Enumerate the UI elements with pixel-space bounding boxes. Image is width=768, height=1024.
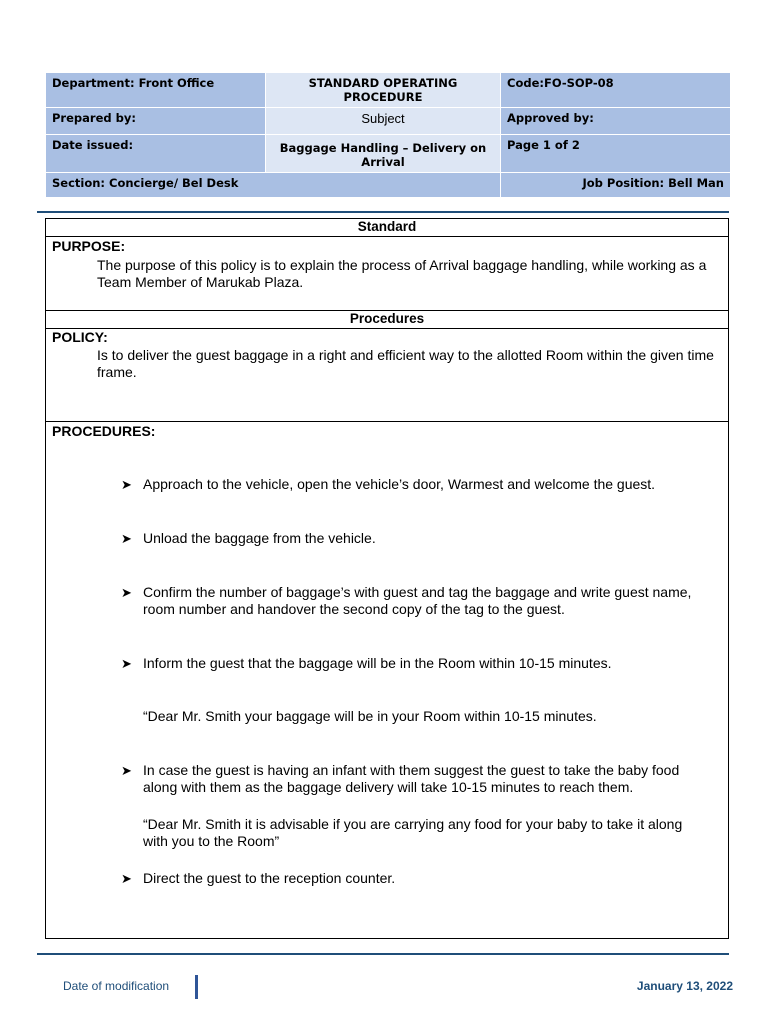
procedures-bar: Procedures [46, 310, 728, 329]
department-cell: Department: Front Office [46, 73, 266, 108]
subject-label-cell: Subject [266, 108, 501, 135]
bottom-divider [37, 953, 729, 955]
arrow-bullet-icon: ➤ [121, 763, 132, 778]
sop-title-cell: STANDARD OPERATING PROCEDURE [266, 73, 501, 108]
top-divider [37, 211, 729, 213]
quote-text: “Dear Mr. Smith your baggage will be in your Room within 10-15 minutes. [143, 708, 597, 724]
prepared-by-cell: Prepared by: [46, 108, 266, 135]
policy-divider [46, 421, 728, 422]
sop-header-table [45, 72, 731, 198]
purpose-heading: PURPOSE: [52, 238, 126, 254]
arrow-bullet-icon: ➤ [121, 585, 132, 600]
subject-cell: Baggage Handling – Delivery on Arrival [266, 135, 501, 173]
date-issued-cell: Date issued: [46, 135, 266, 173]
approved-by-cell: Approved by: [501, 108, 731, 135]
job-position-cell: Job Position: Bell Man [501, 173, 731, 198]
arrow-bullet-icon: ➤ [121, 531, 132, 546]
arrow-bullet-icon: ➤ [121, 656, 132, 671]
footer-separator [195, 975, 198, 999]
content-box: Standard PURPOSE: The purpose of this policy is to explain the process of Arrival baggage handling, while working as a Team Member of Marukab Plaza. Procedures POLICY: Is to deliver the guest baggage in a right and efficient way to the allotted Room within the given time frame. PROCEDURES: ➤ Approach to the vehicle, open the vehicle’s door, Warmest and welcome the guest. ➤ Unload the baggage from the vehicle. ➤ Confirm the number of baggage’s with guest and tag the baggage and write guest name, room number and handover the second copy of the tag to the guest. ➤ Inform the guest that the baggage will be in the Room within 10-15 minutes. “Dear Mr. Smith your baggage will be in your Room within 10-15 minutes. ➤ In case the guest is having an infant with them suggest the guest to take the baby food along with them as the baggage delivery will take 10-15 minutes to reach them. “Dear Mr. Smith it is advisable if you are carrying any food for your baby to take it along with you to the Room” ➤ Direct the guest to the reception counter. [45, 218, 729, 939]
code-cell: Code:FO-SOP-08 [501, 73, 731, 108]
footer-date-label: Date of modification [63, 979, 170, 993]
page-number-cell: Page 1 of 2 [501, 135, 731, 173]
policy-heading: POLICY: [52, 329, 108, 345]
purpose-text: The purpose of this policy is to explain the process of Arrival baggage handling, while working as a Team Member of Marukab Plaza. [97, 257, 707, 290]
policy-text: Is to deliver the guest baggage in a right and efficient way to the allotted Room within the given time frame. [97, 347, 714, 380]
quote-text: “Dear Mr. Smith it is advisable if you are carrying any food for your baby to take it along with you to the Room” [143, 816, 683, 849]
standard-bar: Standard [46, 219, 728, 237]
arrow-bullet-icon: ➤ [121, 477, 132, 492]
procedures-heading: PROCEDURES: [52, 423, 156, 439]
arrow-bullet-icon: ➤ [121, 871, 132, 886]
section-cell [46, 173, 501, 198]
section-text: Section: Concierge/ Bel Desk [52, 176, 239, 190]
footer-date: January 13, 2022 [636, 979, 733, 993]
